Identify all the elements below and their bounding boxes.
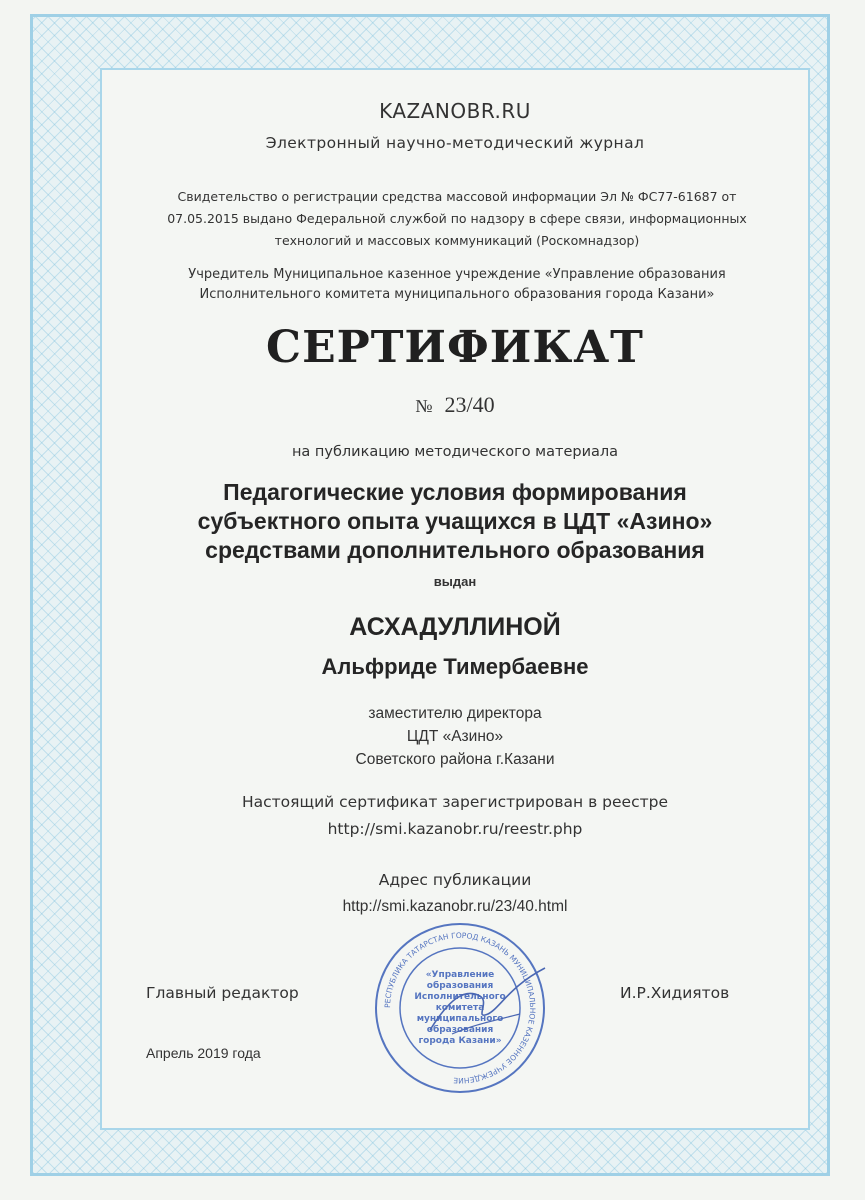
position-line-1: заместителю директора xyxy=(368,705,542,722)
registration-line-3: технологий и массовых коммуникаций (Роскомнадзор) xyxy=(274,233,640,248)
recipient-names: Альфриде Тимербаевне xyxy=(321,654,589,679)
recipient-surname: АСХАДУЛЛИНОЙ xyxy=(349,613,561,641)
founder-line-1: Учредитель Муниципальное казенное учреждение «Управление образования xyxy=(188,267,726,282)
seal-center xyxy=(408,970,512,1050)
issued-label: выдан xyxy=(433,574,477,589)
official-seal xyxy=(370,918,550,1098)
site-name: KAZANOBR.RU xyxy=(379,99,531,123)
position-line-2: ЦДТ «Азино» xyxy=(406,728,504,745)
recipient-position xyxy=(100,702,810,771)
founder-text xyxy=(112,265,802,305)
work-title-line-2: субъектного опыта учащихся в ЦДТ «Азино» xyxy=(197,508,713,534)
registry-text: Настоящий сертификат зарегистрирован в реестре xyxy=(241,793,669,811)
number-value: 23/40 xyxy=(444,392,495,417)
founder-line-2: Исполнительного комитета муниципального образования города Казани» xyxy=(199,287,715,302)
work-title xyxy=(100,478,810,565)
work-title-line-1: Педагогические условия формирования xyxy=(223,479,687,505)
journal-name: Электронный научно-методический журнал xyxy=(265,134,645,152)
certificate-title: СЕРТИФИКАТ xyxy=(266,322,644,373)
number-sign: № xyxy=(415,396,433,416)
registry-url: http://smi.kazanobr.ru/reestr.php xyxy=(327,820,583,838)
editor-label: Главный редактор xyxy=(146,984,299,1002)
position-line-3: Советского района г.Казани xyxy=(355,751,555,768)
publication-address-url: http://smi.kazanobr.ru/23/40.html xyxy=(342,898,568,915)
editor-name: И.Р.Хидиятов xyxy=(620,984,730,1002)
publication-address-heading: Адрес публикации xyxy=(378,871,532,889)
publication-label: на публикацию методического материала xyxy=(291,444,619,460)
seal-ring-text: РЕСПУБЛИКА ТАТАРСТАН ГОРОД КАЗАНЬ МУНИЦИПАЛЬНОЕ КАЗЕННОЕ УЧРЕЖДЕНИЕ xyxy=(382,930,538,1086)
issue-date: Апрель 2019 года xyxy=(146,1045,261,1061)
registry-block xyxy=(100,789,810,843)
registration-line-2: 07.05.2015 выдано Федеральной службой по надзору в сфере связи, информационных xyxy=(167,211,747,226)
certificate-number xyxy=(100,392,810,418)
work-title-line-3: средствами дополнительного образования xyxy=(205,537,705,563)
registration-text xyxy=(112,186,802,252)
seal-center-text: «Управление образования Исполнительного комитета муниципального образования города Казани» xyxy=(414,970,506,1046)
registration-line-1: Свидетельство о регистрации средства массовой информации Эл № ФС77-61687 от xyxy=(177,189,737,204)
